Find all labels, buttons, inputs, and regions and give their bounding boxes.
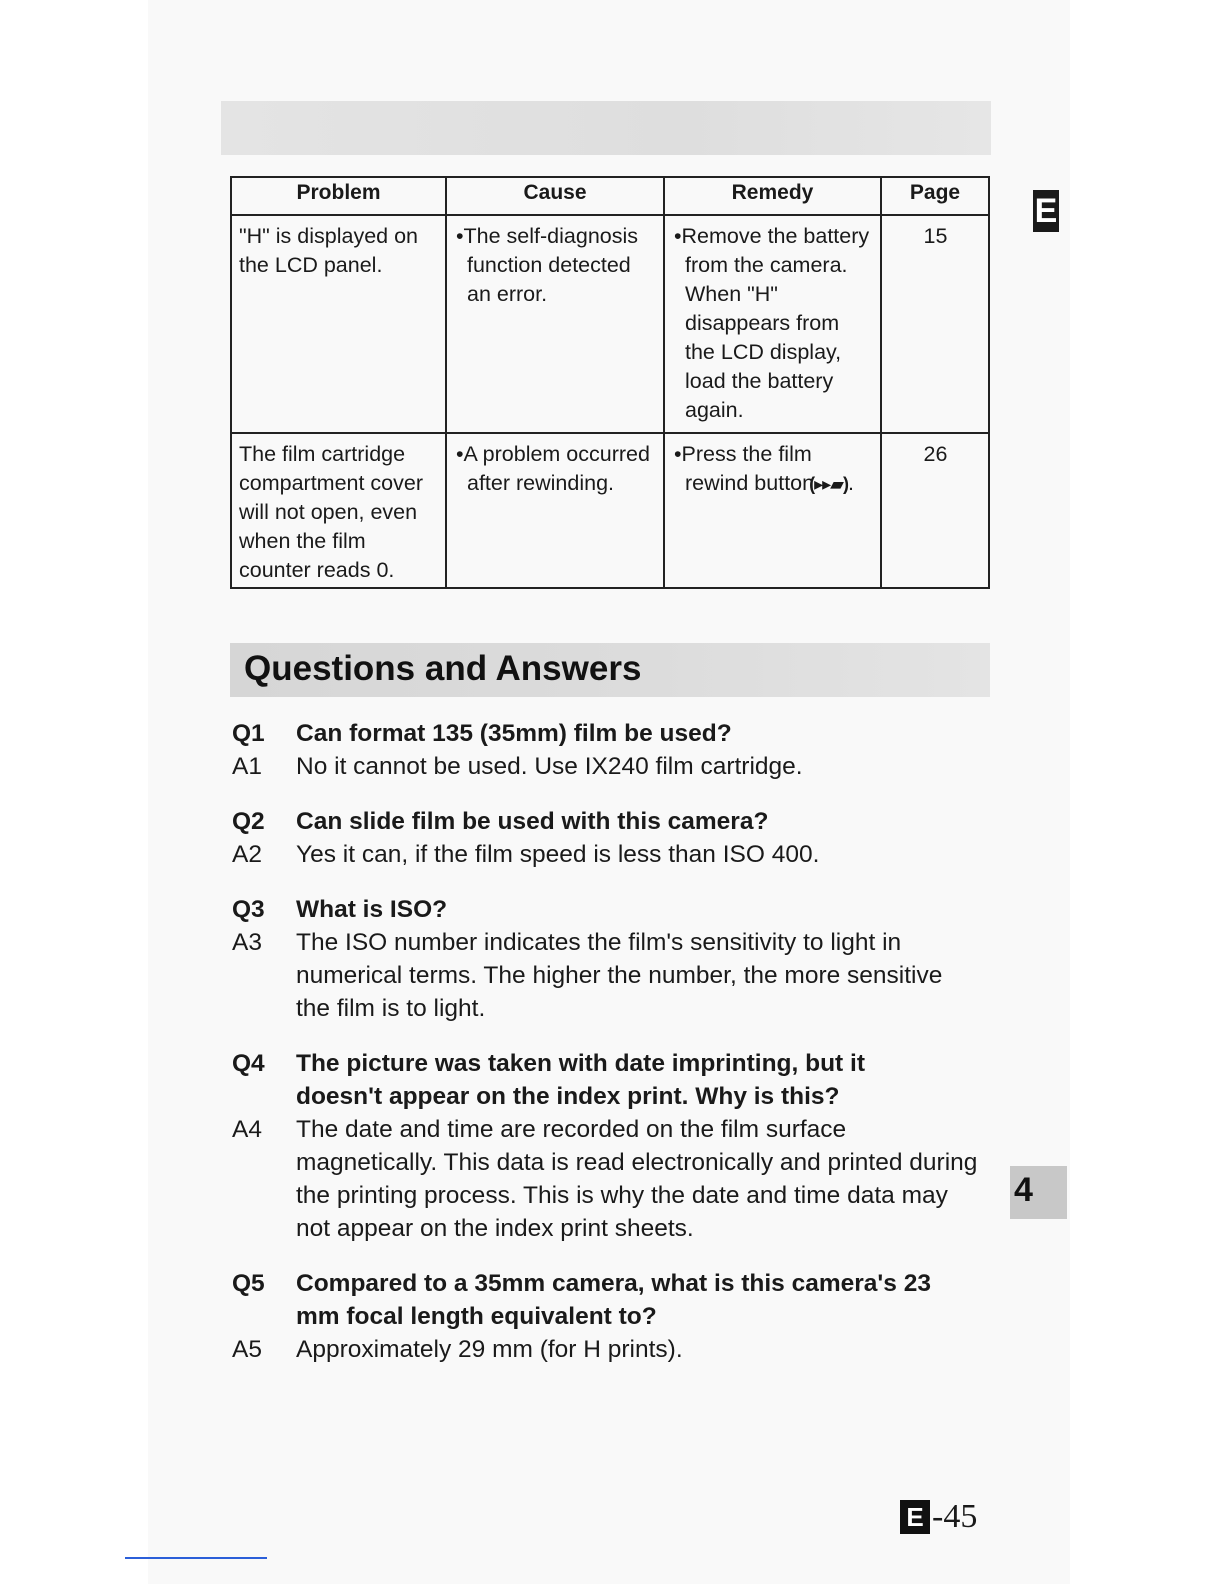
header-page: Page	[881, 177, 989, 215]
table-header-row	[231, 177, 989, 215]
question-text: Can slide film be used with this camera?	[296, 808, 769, 835]
answer-text: Yes it can, if the film speed is less than ISO 400.	[296, 841, 820, 868]
question-row	[232, 717, 992, 750]
question-row	[232, 1047, 992, 1113]
question-label: Q5	[232, 1270, 265, 1297]
question-label: Q3	[232, 896, 265, 923]
cause-cell	[446, 433, 664, 588]
qa-section-title: Questions and Answers	[244, 649, 642, 688]
cause-text: The self-diagnosis function detected an error.	[463, 224, 639, 306]
qa-item	[232, 1267, 992, 1366]
header-problem: Problem	[231, 177, 446, 215]
remedy-cell	[664, 215, 881, 433]
bottom-rule	[125, 1557, 267, 1559]
question-label: Q4	[232, 1050, 265, 1077]
qa-item	[232, 805, 992, 871]
section-header-band	[221, 101, 991, 155]
answer-row	[232, 750, 992, 783]
chapter-tab: 4	[1010, 1166, 1067, 1219]
qa-item	[232, 893, 992, 1025]
answer-text: The date and time are recorded on the film surface magnetically. This data is read electronically and printed during the printing process. This is why the date and time data may not appear on the index print sheets.	[296, 1116, 978, 1242]
answer-text: The ISO number indicates the film's sensitivity to light in numerical terms. The higher the number, the more sensitive the film is to light.	[296, 929, 943, 1022]
answer-label: A3	[232, 929, 262, 956]
table-row	[231, 433, 989, 588]
page-number-text: -45	[932, 1498, 978, 1535]
answer-label: A5	[232, 1336, 262, 1363]
question-label: Q1	[232, 720, 265, 747]
page-cell: 15	[881, 215, 989, 433]
remedy-cell	[664, 433, 881, 588]
remedy-bullet-item	[672, 222, 874, 425]
troubleshooting-table	[230, 176, 990, 589]
question-label: Q2	[232, 808, 265, 835]
bullet: •	[674, 224, 682, 248]
answer-row	[232, 1333, 992, 1366]
question-text: Compared to a 35mm camera, what is this camera's 23 mm focal length equivalent to?	[296, 1270, 931, 1330]
bullet: •	[674, 442, 682, 466]
question-row	[232, 1267, 992, 1333]
answer-row	[232, 838, 992, 871]
table-row	[231, 215, 989, 433]
answer-label: A2	[232, 841, 262, 868]
qa-list	[232, 717, 992, 1388]
answer-label: A1	[232, 753, 262, 780]
bullet: •	[456, 442, 464, 466]
cause-bullet-item	[454, 222, 657, 309]
question-row	[232, 893, 992, 926]
cause-cell	[446, 215, 664, 433]
question-text: What is ISO?	[296, 896, 448, 923]
question-row	[232, 805, 992, 838]
remedy-text: Press the film rewind button	[681, 442, 815, 495]
bullet: •	[456, 224, 464, 248]
cause-text: A problem occurred after rewinding.	[463, 442, 650, 495]
cause-bullet-item	[454, 440, 657, 498]
answer-text: Approximately 29 mm (for H prints).	[296, 1336, 683, 1363]
problem-cell: The film cartridge compartment cover will not open, even when the film counter reads 0.	[231, 433, 446, 588]
answer-row	[232, 926, 992, 1025]
section-letter-box: E	[900, 1500, 930, 1534]
qa-item	[232, 717, 992, 783]
question-text: Can format 135 (35mm) film be used?	[296, 720, 732, 747]
remedy-bullet-item	[672, 440, 874, 499]
qa-item	[232, 1047, 992, 1245]
answer-row	[232, 1113, 992, 1245]
language-tab: E	[1034, 192, 1058, 230]
answer-label: A4	[232, 1116, 262, 1143]
remedy-suffix: .	[847, 471, 854, 495]
header-cause: Cause	[446, 177, 664, 215]
film-rewind-icon: (▸▸▰)	[809, 474, 848, 494]
problem-cell: "H" is displayed on the LCD panel.	[231, 215, 446, 433]
page-cell: 26	[881, 433, 989, 588]
header-remedy: Remedy	[664, 177, 881, 215]
answer-text: No it cannot be used. Use IX240 film cartridge.	[296, 753, 803, 780]
page-number	[900, 1497, 977, 1537]
question-text: The picture was taken with date imprinting, but it doesn't appear on the index print. Why is this?	[296, 1050, 865, 1110]
remedy-text: Remove the battery from the camera. When "H" disappears from the LCD display, load the battery again.	[681, 224, 870, 422]
